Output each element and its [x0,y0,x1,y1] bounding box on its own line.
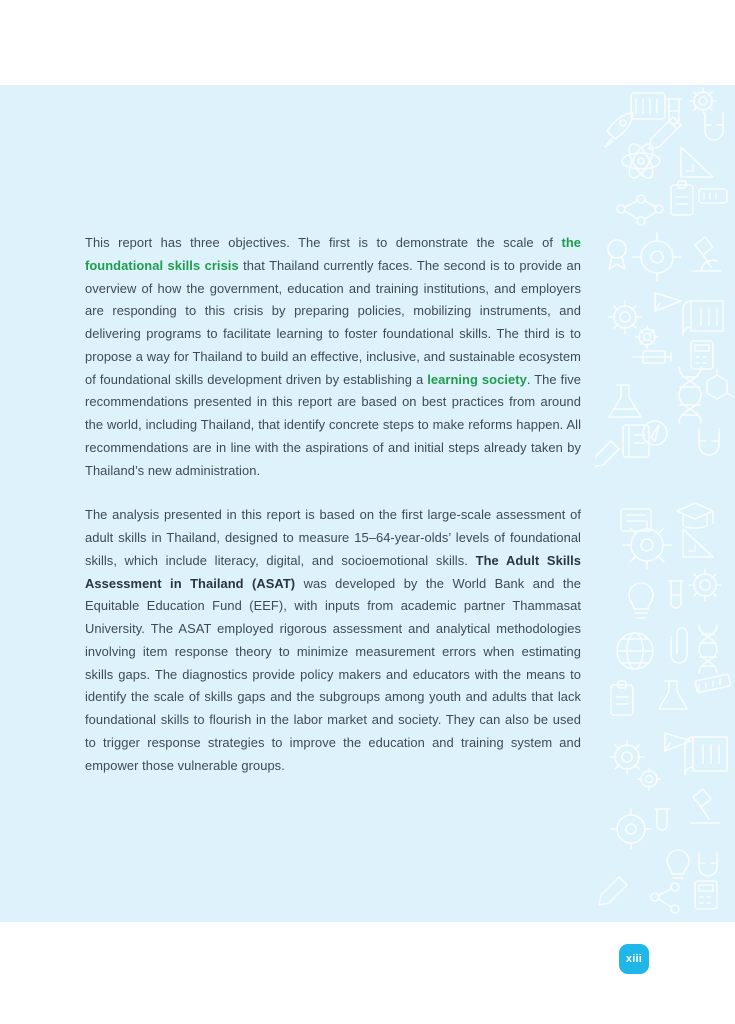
page-number-badge [619,944,649,974]
gear-icon [609,301,641,333]
dna-icon [699,625,717,673]
molecule-icon [651,883,679,913]
set-square-icon [683,529,713,557]
atom-icon [623,521,671,569]
molecule-icon [707,369,733,399]
microscope-icon [691,789,719,823]
clipboard-icon [671,181,693,215]
paragraph-objectives: This report has three objectives. The first is to demonstrate the scale of the foundational skills crisis that Thailand currently faces. The second is to provide an overview of how the government, education and training institutions, and employers are responding to this crisis by preparing policies, mobilizing instruments, and delivering programs to facilitate learning to foster foundational skills. The third is to propose a way for Thailand to build an effective, inclusive, and sustainable ecosystem of foundational skills development driven by establishing a learning society. The five recommendations presented in this report are based on best practices from around the world, including Thailand, that identify concrete steps to make reforms happen. All recommendations are in line with the aspirations of and initial steps already taken by Thailand’s new administration. [85,235,581,478]
paper-plane-icon [655,293,681,311]
gear-icon [690,88,716,114]
book-icon [631,93,665,119]
molecule-icon [617,195,663,225]
battery-icon [699,189,727,203]
pencil-icon [649,117,681,149]
test-tube-icon [669,581,683,608]
paperclip-icon [671,628,687,663]
gear-icon [689,569,721,601]
book-icon [685,737,727,775]
book-icon [683,301,723,335]
dna-icon [679,367,701,423]
book-icon [621,509,651,531]
clipboard-icon [611,681,633,715]
test-tube-icon [667,99,681,124]
paragraph-analysis: The analysis presented in this report is based on the first large-scale assessment of adult skills in Thailand, designed to measure 15–64-year-olds’ levels of foundational skills, which include literacy, digital, and socioemotional skills. The Adult Skills Assessment in Thailand (ASAT) was developed by the World Bank and the Equitable Education Fund (EEF), with inputs from academic partner Thammasat University. The ASAT employed rigorous assessment and analytical methodologies involving item response theory to minimize measurement errors when estimating skills gaps. The diagnostics provide policy makers and educators with the means to identify the scale of skills gaps and the subgroups among youth and adults that lack foundational skills to flourish in the labor market and society. They can also be used to trigger response strategies to improve the education and training system and empower those vulnerable groups. [85,507,582,773]
atom-icon [622,141,660,182]
page-number-label: xiii [625,952,643,965]
flask-icon [659,681,687,709]
lightbulb-icon [667,850,689,878]
flask-icon [609,385,641,417]
notebook-icon [623,425,649,457]
syringe-icon [633,351,671,363]
highlighted-phrase: the foundational skills crisis [85,235,581,273]
gear-icon [610,740,644,774]
paper-plane-icon [665,733,691,751]
body-text-column [85,232,581,777]
test-tube-icon [655,809,669,830]
highlighted-phrase: learning society [427,371,527,387]
atom-icon [633,233,681,281]
gear-icon [638,768,660,790]
globe-icon [617,633,653,669]
content-panel [0,85,735,922]
calculator-icon [691,341,713,369]
magnet-icon [705,113,723,140]
set-square-icon [681,147,713,177]
gear-icon [636,326,658,348]
ruler-icon [695,674,731,693]
pencil-icon [599,877,627,905]
compass-icon [643,421,667,445]
lightbulb-icon [629,583,653,618]
calculator-icon [695,881,717,909]
emphasized-phrase: The Adult Skills Assessment in Thailand (ASAT) [85,552,582,591]
atom-icon [611,809,651,849]
pencil-icon [595,441,619,467]
graduation-cap-icon [677,503,713,528]
education-science-icon-pattern [595,85,735,922]
award-ribbon-icon [608,240,626,269]
microscope-icon [693,237,721,271]
rocket-icon [605,113,633,147]
magnet-icon [699,429,719,455]
magnet-icon [699,853,717,876]
